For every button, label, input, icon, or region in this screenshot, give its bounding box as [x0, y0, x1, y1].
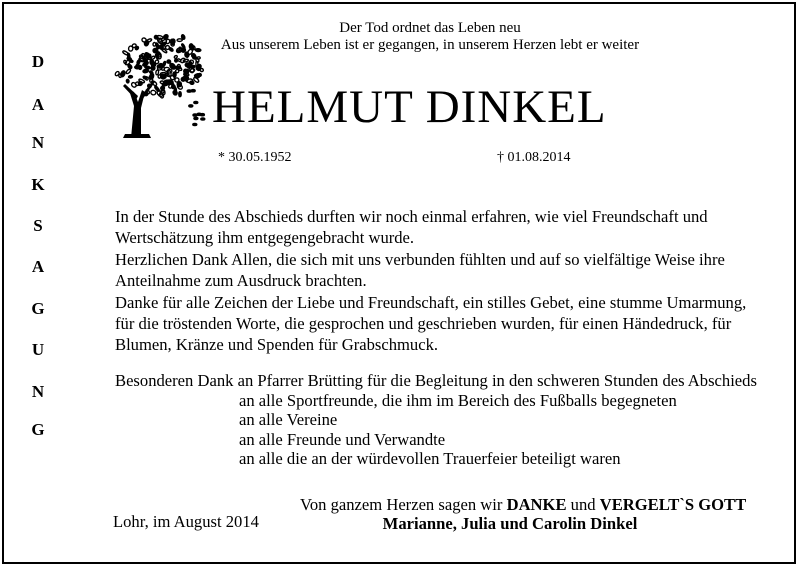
- paragraph: Danke für alle Zeichen der Liebe und Freundschaft, ein stilles Gebet, eine stumme Umarmung, für die tröstenden Worte, die gesprochen und geschrieben wurden, für einen Händedruck, für Blumen, Kränze und Spenden für Grabschmuck.: [115, 292, 747, 355]
- closing-line: [300, 495, 790, 515]
- leaf-shape: [150, 60, 154, 65]
- leaf-shape: [156, 70, 159, 75]
- side-letter: D: [31, 52, 45, 71]
- thanks-text: [115, 206, 765, 356]
- family-signature: Marianne, Julia und Carolin Dinkel: [382, 514, 638, 533]
- leaf-shape: [143, 69, 149, 73]
- leaf-shape: [195, 49, 201, 52]
- leaf-shape: [144, 40, 149, 46]
- leaf-shape: [126, 68, 132, 74]
- leaf-shape: [173, 72, 176, 78]
- leaf-shape: [159, 64, 163, 67]
- leaf-shape: [126, 79, 129, 83]
- special-thanks-item: an alle Sportfreunde, die ihm im Bereich des Fußballs begegneten: [239, 390, 677, 410]
- leaf-shape: [128, 46, 133, 52]
- leaf-shape: [150, 90, 156, 96]
- leaf-shape: [187, 90, 191, 92]
- leaf-shape: [197, 57, 201, 60]
- leaf-shape: [128, 75, 132, 78]
- deceased-name: HELMUT DINKEL: [212, 81, 607, 133]
- leaf-shape: [122, 50, 128, 55]
- special-thanks: [115, 371, 785, 469]
- side-letter: K: [31, 175, 45, 194]
- side-letter: G: [31, 420, 45, 439]
- closing-vergelts-gott: VERGELT`S GOTT: [599, 495, 747, 514]
- closing-danke: DANKE: [506, 495, 567, 514]
- motto-line-2: Aus unserem Leben ist er gegangen, in unserem Herzen lebt er weiter: [220, 37, 640, 53]
- leaf-shape: [154, 59, 159, 64]
- special-thanks-intro: Besonderen Dank an Pfarrer Brütting für die Begleitung in den schweren Stunden des Abschieds: [115, 371, 757, 390]
- leaf-shape: [197, 64, 201, 68]
- motto-line-1: Der Tod ordnet das Leben neu: [339, 20, 521, 36]
- paragraph: In der Stunde des Abschieds durften wir noch einmal erfahren, wie viel Freundschaft und Wertschätzung ihm entgegengebracht wurde.: [115, 207, 708, 248]
- leaf-shape: [158, 75, 161, 78]
- side-letter: A: [31, 95, 45, 114]
- special-thanks-item: an alle Freunde und Verwandte: [239, 429, 446, 449]
- leaf-shape: [197, 113, 201, 115]
- leaf-shape: [194, 117, 198, 119]
- paragraph: Herzlichen Dank Allen, die sich mit uns verbunden fühlten und auf so vielfältige Weise ihre Anteilnahme zum Ausdruck brachten.: [115, 249, 725, 291]
- leaf-shape: [169, 47, 174, 52]
- leaf-shape: [179, 92, 181, 97]
- side-letter: S: [33, 216, 43, 235]
- leaf-shape: [193, 114, 197, 116]
- leaf-shape: [194, 101, 198, 103]
- leaf-shape: [151, 66, 156, 71]
- leaf-shape: [167, 60, 171, 63]
- leaf-shape: [189, 105, 193, 107]
- side-letter: U: [31, 340, 45, 359]
- special-thanks-item: an alle Vereine: [239, 410, 338, 429]
- death-date: † 01.08.2014: [497, 150, 571, 165]
- special-thanks-item: an alle die an der würdevollen Trauerfeier beteiligt waren: [239, 449, 621, 468]
- side-letter: A: [31, 257, 45, 276]
- leaf-shape: [174, 55, 178, 59]
- birth-date: * 30.05.1952: [218, 150, 292, 165]
- leaf-shape: [135, 66, 140, 69]
- leaf-shape: [176, 50, 179, 53]
- side-letter: G: [31, 299, 45, 318]
- leaf-shape: [191, 53, 196, 58]
- place-and-date: Lohr, im August 2014: [113, 512, 259, 531]
- leaf-shape: [201, 118, 205, 120]
- leaf-shape: [189, 61, 192, 65]
- leaf-shape: [164, 80, 170, 85]
- closing-prefix: Von ganzem Herzen sagen wir: [300, 495, 507, 514]
- side-letter: N: [31, 133, 45, 152]
- leaf-shape: [177, 39, 182, 42]
- leaf-shape: [153, 42, 156, 46]
- tree-icon: [101, 28, 209, 140]
- closing-und: und: [566, 495, 600, 514]
- side-letter: N: [31, 382, 45, 401]
- leaf-shape: [193, 123, 197, 125]
